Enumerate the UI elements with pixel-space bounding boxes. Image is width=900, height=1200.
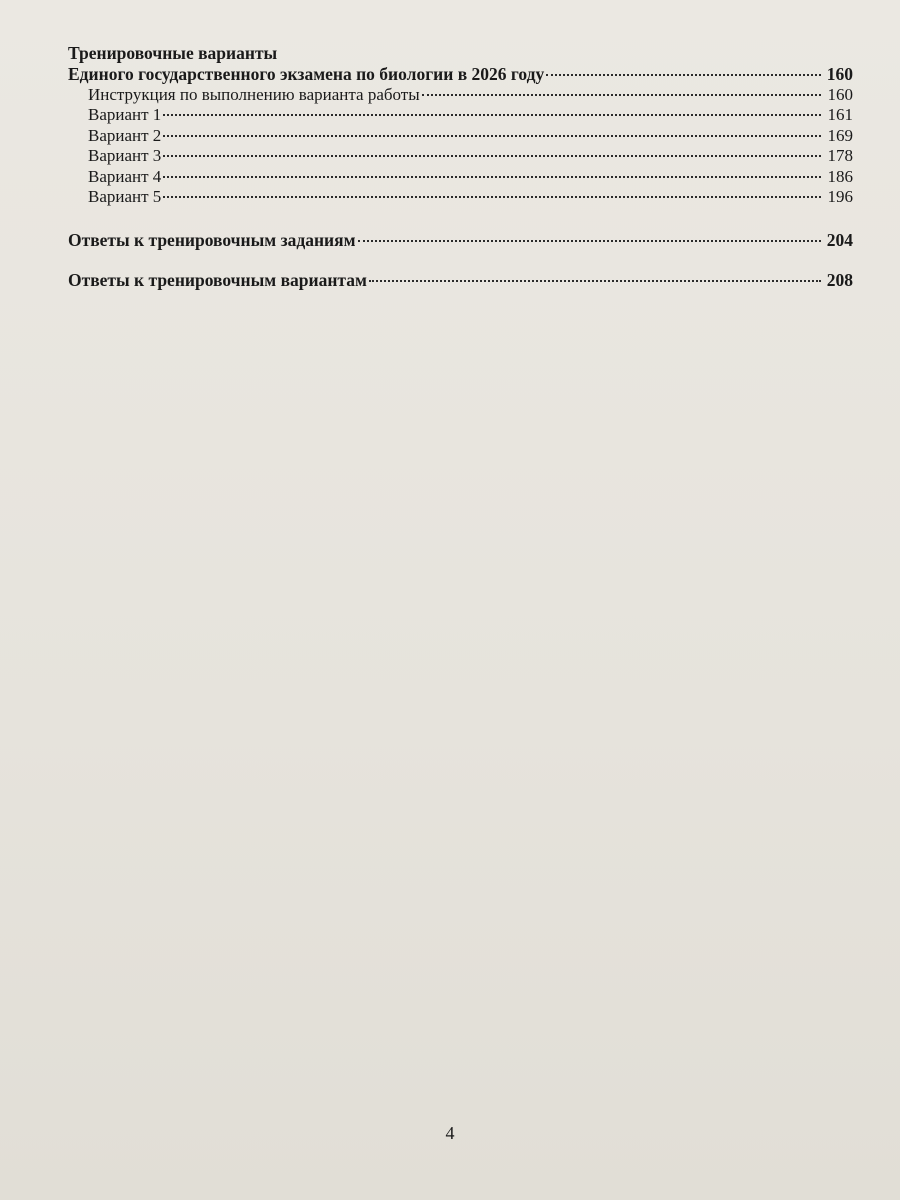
toc-entry	[68, 167, 853, 188]
toc-entry-page: 161	[827, 105, 853, 124]
dot-leader	[358, 239, 821, 242]
toc-section-heading: Тренировочные варианты	[68, 43, 278, 63]
toc-entry	[68, 105, 853, 126]
dot-leader	[163, 134, 821, 137]
toc-entry-page: 178	[827, 146, 853, 165]
toc-entry-label: Инструкция по выполнению варианта работы	[88, 84, 420, 104]
toc-section-title: Единого государственного экзамена по биологии в 2026 году	[68, 64, 545, 84]
toc-entry	[68, 126, 853, 147]
toc-entry	[68, 187, 853, 208]
toc-entry-page: 196	[827, 187, 853, 206]
toc-entry-label: Вариант 1	[88, 105, 162, 124]
toc-entry-label: Вариант 5	[88, 187, 162, 206]
dot-leader	[163, 113, 821, 116]
toc-entry-page: 186	[827, 166, 853, 186]
toc-answers-variants-row	[68, 270, 853, 291]
toc-answers-variants-page: 208	[826, 270, 853, 290]
toc-answers-tasks-label: Ответы к тренировочным заданиям	[68, 229, 356, 250]
toc-entry-page: 160	[827, 84, 853, 104]
dot-leader	[163, 175, 821, 178]
toc-answers-tasks-page: 204	[826, 229, 853, 250]
toc-entry	[68, 146, 853, 167]
toc-entry	[68, 85, 853, 106]
toc-entry-label: Вариант 3	[88, 146, 162, 165]
dot-leader	[163, 195, 821, 198]
toc-answers-variants-label: Ответы к тренировочным вариантам	[68, 270, 367, 290]
dot-leader	[422, 93, 821, 96]
toc-entry-page: 169	[827, 125, 853, 145]
dot-leader	[163, 154, 821, 157]
toc-entry-label: Вариант 2	[88, 125, 162, 145]
toc-entry-label: Вариант 4	[88, 166, 162, 186]
dot-leader	[546, 73, 821, 76]
toc-section-page: 160	[826, 64, 853, 84]
toc-answers-tasks-row	[68, 230, 853, 251]
page-number: 4	[445, 1123, 455, 1143]
dot-leader	[369, 279, 821, 282]
table-of-contents	[68, 42, 853, 291]
toc-section-row	[68, 64, 853, 85]
